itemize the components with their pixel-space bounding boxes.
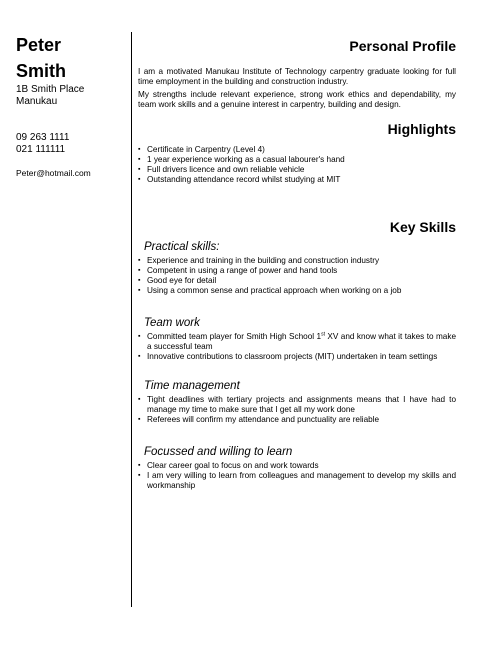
profile-paragraph-1: I am a motivated Manukau Institute of Technology carpentry graduate looking for full time employment in the building and construction industry. — [138, 67, 456, 86]
email[interactable]: Peter@hotmail.com — [16, 168, 91, 178]
list-item: ▪ Tight deadlines with tertiary projects and assignments means that I have had to manage my time to make sure that I get all my work done — [138, 395, 456, 415]
resume-main — [138, 38, 456, 491]
list-item: ▪ Certificate in Carpentry (Level 4) — [138, 145, 456, 155]
list-item: ▪ Using a common sense and practical approach when working on a job — [138, 286, 456, 296]
team-work-heading: Team work — [144, 317, 200, 329]
list-item: ▪ I am very willing to learn from colleagues and management to develop my skills and workmanship — [138, 471, 456, 491]
focussed-heading: Focussed and willing to learn — [144, 446, 293, 458]
list-item: ▪ Experience and training in the building and construction industry — [138, 256, 456, 266]
team-item-text: Committed team player for Smith High School 1 — [147, 332, 322, 341]
first-name: Peter — [16, 35, 62, 55]
time-management-heading: Time management — [144, 380, 240, 392]
practical-skills-heading: Practical skills: — [144, 241, 220, 253]
phone-2: 021 111111 — [16, 144, 66, 155]
phone-1: 09 263 1111 — [16, 132, 70, 143]
time-management-list — [138, 395, 456, 425]
focussed-list — [138, 461, 456, 491]
personal-profile-heading: Personal Profile — [349, 38, 456, 54]
list-item: ▪ Innovative contributions to classroom projects (MIT) undertaken in team settings — [138, 352, 456, 362]
address-line-1: 1B Smith Place — [16, 84, 85, 95]
vertical-divider — [131, 32, 132, 607]
key-skills-heading: Key Skills — [389, 219, 456, 235]
profile-paragraph-2: My strengths include relevant experience, strong work ethics and dependability, my team work skills and a genuine interest in carpentry, building and design. — [138, 90, 456, 109]
address-line-2: Manukau — [16, 96, 58, 107]
list-item — [138, 332, 456, 352]
list-item: ▪ Good eye for detail — [138, 276, 456, 286]
highlights-list — [138, 145, 456, 185]
list-item: ▪ Outstanding attendance record whilst studying at MIT — [138, 175, 456, 185]
highlights-heading: Highlights — [387, 121, 456, 137]
contact-sidebar — [16, 32, 128, 179]
list-item: ▪ Referees will confirm my attendance and punctuality are reliable — [138, 415, 456, 425]
last-name: Smith — [16, 61, 67, 81]
list-item: ▪ Competent in using a range of power and hand tools — [138, 266, 456, 276]
list-item: ▪ 1 year experience working as a casual labourer's hand — [138, 155, 456, 165]
practical-skills-list — [138, 256, 456, 296]
list-item: ▪ Clear career goal to focus on and work towards — [138, 461, 456, 471]
ordinal-suffix: st — [321, 331, 325, 338]
list-item: ▪ Full drivers licence and own reliable vehicle — [138, 165, 456, 175]
team-work-list — [138, 332, 456, 362]
team-item-text-cont: XV and know what it takes to make a successful team — [147, 332, 456, 351]
